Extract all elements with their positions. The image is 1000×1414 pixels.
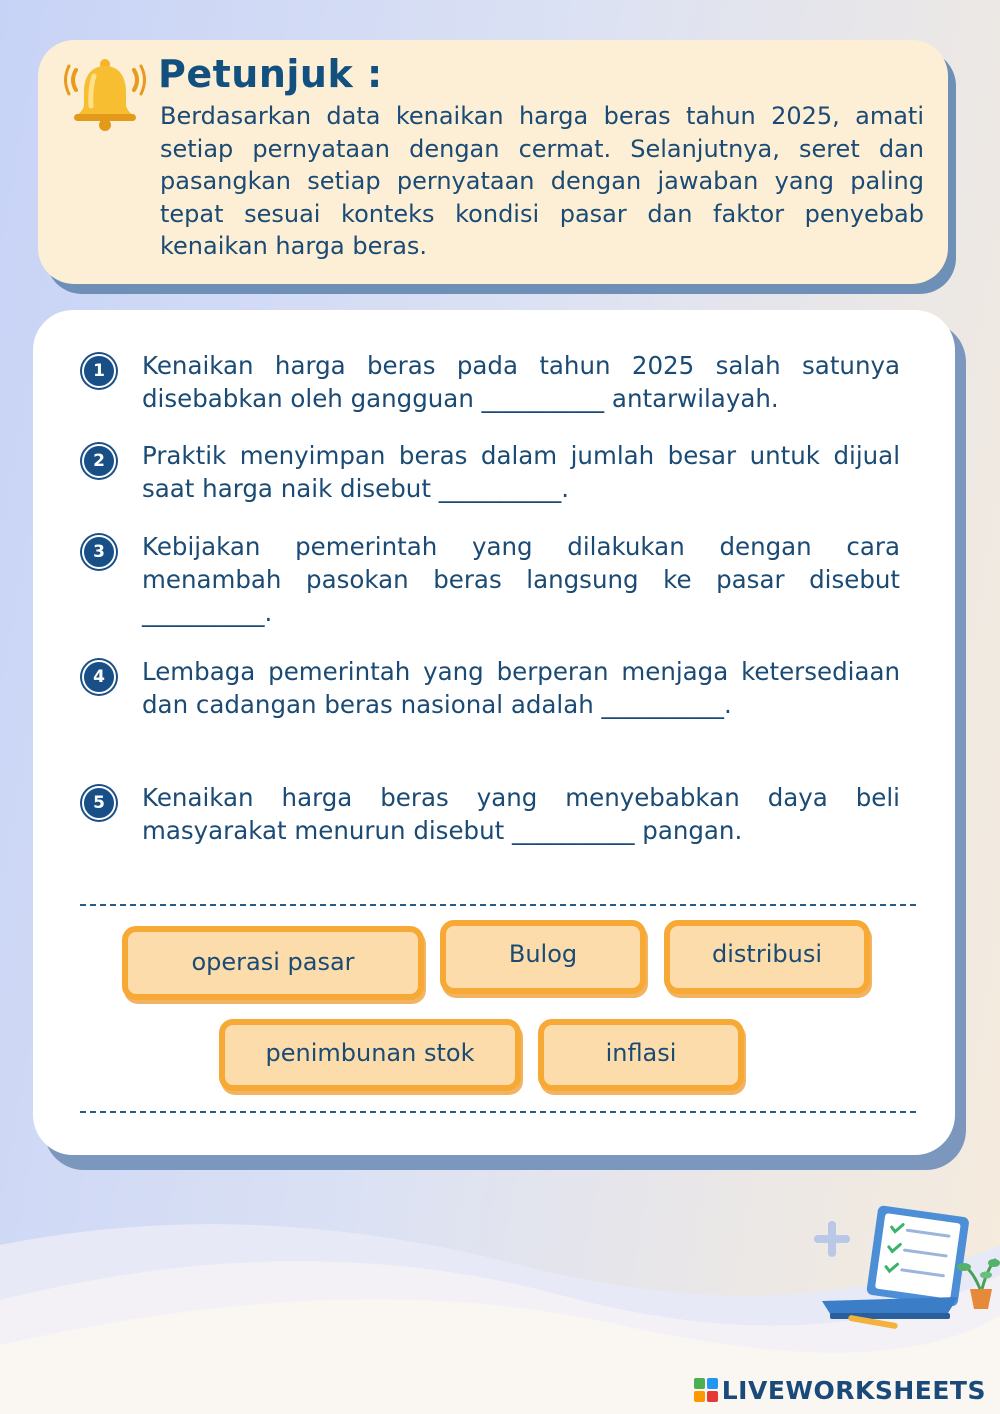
question-number-badge: 1 xyxy=(82,354,116,388)
laptop-checklist-icon xyxy=(808,1205,1000,1333)
question-text: Kebijakan pemerintah yang dilakukan dengan cara menambah pasokan beras langsung ke pasar disebut __________. xyxy=(142,532,900,627)
question-number-badge: 5 xyxy=(82,786,116,820)
question-text: Praktik menyimpan beras dalam jumlah besar untuk dijual saat harga naik disebut __________. xyxy=(142,441,900,503)
question-text: Lembaga pemerintah yang berperan menjaga ketersediaan dan cadangan beras nasional adalah __________. xyxy=(142,657,900,719)
liveworksheets-logo xyxy=(694,1372,986,1408)
question-number-badge: 4 xyxy=(82,660,116,694)
instruction-title: Petunjuk : xyxy=(158,52,383,96)
answer-chip-penimbunan-stok[interactable]: penimbunan stok xyxy=(219,1019,521,1091)
liveworksheets-logo-icon xyxy=(694,1378,718,1402)
question-number-badge: 3 xyxy=(82,535,116,569)
question-text: Kenaikan harga beras yang menyebabkan daya beli masyarakat menurun disebut __________ pangan. xyxy=(142,783,900,845)
answer-chip-inflasi[interactable]: inflasi xyxy=(538,1019,744,1091)
question-number-badge: 2 xyxy=(82,444,116,478)
answer-area-divider-top xyxy=(80,904,916,906)
answer-chip-operasi-pasar[interactable]: operasi pasar xyxy=(122,926,424,1000)
brand-name: LIVEWORKSHEETS xyxy=(721,1375,986,1405)
answer-chip-distribusi[interactable]: distribusi xyxy=(664,920,870,994)
question-text: Kenaikan harga beras pada tahun 2025 salah satunya disebabkan oleh gangguan __________ antarwilayah. xyxy=(142,351,900,413)
answer-chip-bulog[interactable]: Bulog xyxy=(440,920,646,994)
instruction-text: Berdasarkan data kenaikan harga beras tahun 2025, amati setiap pernyataan dengan cermat. Selanjutnya, seret dan pasangkan setiap pernyataan dengan jawaban yang paling tepat sesuai konteks kondisi pasar dan faktor penyebab kenaikan harga beras. xyxy=(160,102,924,260)
bell-icon xyxy=(64,54,146,132)
answer-area-divider-bottom xyxy=(80,1111,916,1113)
